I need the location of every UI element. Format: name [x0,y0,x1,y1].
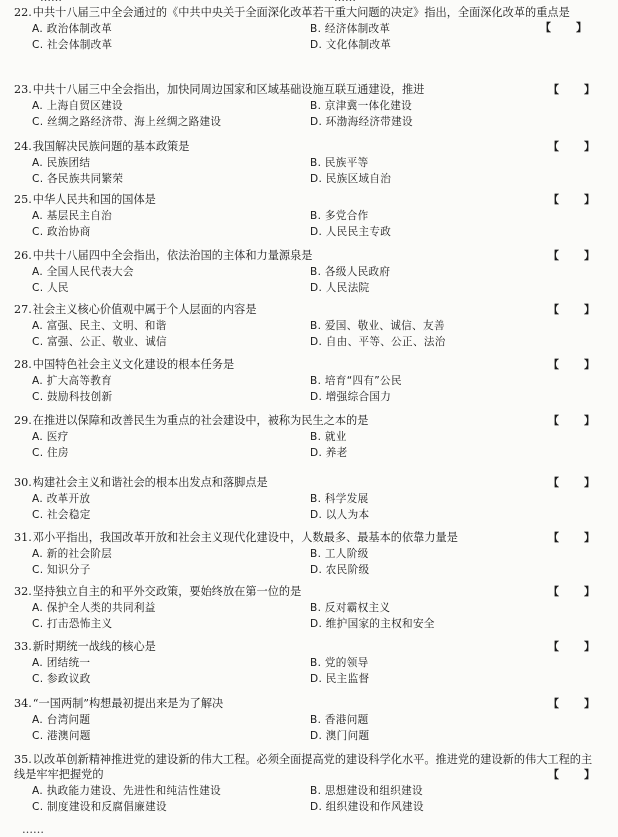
option-d[interactable]: D. 文化体制改革 [310,39,392,51]
question-number: 22. [14,6,32,19]
option-b[interactable]: B. 反对霸权主义 [310,602,391,614]
options [14,599,610,633]
question-text: 中国特色社会主义文化建设的根本任务是 [32,358,235,371]
cut-text-right [334,0,356,4]
question-text: 中华人民共和国的国体是 [32,193,156,206]
question-stem: 35.以改革创新精神推进党的建设新的伟大工程。必须全面提高党的建设科学化水平。推进党的建设新的伟大工程的主线是牢牢把握党的 【 】 [14,753,595,781]
option-c[interactable]: C. 制度建设和反腐倡廉建设 [32,801,167,813]
option-a[interactable]: A. 扩大高等教育 [32,375,113,387]
option-c[interactable]: C. 丝绸之路经济带、海上丝绸之路建设 [32,116,222,128]
option-d[interactable]: D. 人民法院 [310,282,370,294]
option-d[interactable]: D. 人民民主专政 [310,226,392,238]
option-b[interactable]: B. 各级人民政府 [310,266,391,278]
options [14,782,610,816]
question-stem: 34.“一国两制”构想最初提出来是为了解决 【 】 [14,697,595,710]
question-text: 中共十八届三中全会通过的《中共中央关于全面深化改革若干重大问题的决定》指出，全面深化改革的重点是 [32,6,570,19]
question-text: 我国解决民族问题的基本政策是 [32,140,190,153]
option-b[interactable]: B. 多党合作 [310,210,369,222]
options [14,654,610,688]
question-number: 24. [14,140,32,153]
options [14,20,610,54]
question-28 [14,357,610,406]
question-number: 25. [14,193,32,206]
question-number: 28. [14,358,32,371]
question-number: 31. [14,531,32,544]
option-c[interactable]: C. 富强、公正、敬业、诚信 [32,336,167,348]
options [14,428,610,462]
option-a[interactable]: A. 富强、民主、文明、和谐 [32,320,167,332]
question-text: 在推进以保障和改善民生为重点的社会建设中，被称为民生之本的是 [32,414,369,427]
option-c[interactable]: C. 打击恐怖主义 [32,618,113,630]
options [14,490,610,524]
option-a[interactable]: A. 医疗 [32,431,69,443]
option-a[interactable]: A. 民族团结 [32,157,91,169]
option-d[interactable]: D. 民主监督 [310,673,370,685]
question-number: 27. [14,303,32,316]
question-text: 社会主义核心价值观中属于个人层面的内容是 [32,303,257,316]
question-number: 33. [14,640,32,653]
question-number: 32. [14,585,32,598]
option-c[interactable]: C. 政治协商 [32,226,91,238]
question-number: 29. [14,414,32,427]
question-text: 中共十八届三中全会指出，加快同周边国家和区域基础设施互联互通建设，推进 [32,83,425,96]
cut-text-left [40,0,62,4]
question-26 [14,248,610,297]
options [14,207,610,241]
option-a[interactable]: A. 全国人民代表大会 [32,266,134,278]
option-b[interactable]: B. 京津冀一体化建设 [310,100,413,112]
option-b[interactable]: B. 思想建设和组织建设 [310,785,423,797]
option-b[interactable]: B. 爱国、敬业、诚信、友善 [310,320,445,332]
option-c[interactable]: C. 人民 [32,282,69,294]
option-b[interactable]: B. 民族平等 [310,157,369,169]
option-c[interactable]: C. 社会稳定 [32,509,91,521]
question-number: 23. [14,83,32,96]
option-d[interactable]: D. 养老 [310,447,348,459]
question-number: 26. [14,249,32,262]
options [14,97,610,131]
options [14,545,610,579]
option-c[interactable]: C. 参政议政 [32,673,91,685]
option-a[interactable]: A. 基层民主自治 [32,210,113,222]
question-stem: 26.中共十八届四中全会指出，依法治国的主体和力量源泉是 【 】 [14,249,595,262]
options [14,711,610,745]
option-b[interactable]: B. 党的领导 [310,657,369,669]
question-22 [14,5,610,54]
question-stem: 32.坚持独立自主的和平外交政策，要始终放在第一位的是 【 】 [14,585,595,598]
question-text: 新时期统一战线的核心是 [32,640,156,653]
question-text: 以改革创新精神推进党的建设新的伟大工程。必须全面提高党的建设科学化水平。推进党的建设新的伟大工程的主线是牢牢把握党的 [14,753,593,781]
question-stem: 29.在推进以保障和改善民生为重点的社会建设中，被称为民生之本的是 【 】 [14,414,595,427]
option-d[interactable]: D. 维护国家的主权和安全 [310,618,435,630]
question-stem: 30.构建社会主义和谐社会的根本出发点和落脚点是 【 】 [14,476,595,489]
question-number: 35. [14,753,32,766]
option-c[interactable]: C. 住房 [32,447,69,459]
question-stem: 23.中共十八届三中全会指出，加快同周边国家和区域基础设施互联互通建设，推进 【 】 [14,83,595,96]
question-stem: 24.我国解决民族问题的基本政策是 【 】 [14,140,595,153]
question-27 [14,302,610,351]
options [14,372,610,406]
question-text: 中共十八届四中全会指出，依法治国的主体和力量源泉是 [32,249,313,262]
option-d[interactable]: D. 环渤海经济带建设 [310,116,413,128]
option-b[interactable]: B. 香港问题 [310,714,369,726]
question-stem: 27.社会主义核心价值观中属于个人层面的内容是 【 】 [14,303,595,316]
question-stem: 25.中华人民共和国的国体是 【 】 [14,193,595,206]
question-31 [14,530,610,579]
option-c[interactable]: C. 鼓励科技创新 [32,391,113,403]
option-b[interactable]: B. 就业 [310,431,347,443]
option-a[interactable]: A. 上海自贸区建设 [32,100,123,112]
question-stem: 31.邓小平指出，我国改革开放和社会主义现代化建设中，人数最多、最基本的依靠力量是 【 】 [14,531,595,544]
option-d[interactable]: D. 民族区域自治 [310,173,392,185]
option-d[interactable]: D. 以人为本 [310,509,370,521]
option-b[interactable]: B. 工人阶级 [310,548,369,560]
question-33 [14,639,610,688]
option-c[interactable]: C. 知识分子 [32,564,91,576]
question-number: 30. [14,476,32,489]
cut-off-next-line: …… [22,823,44,836]
option-d[interactable]: D. 自由、平等、公正、法治 [310,336,446,348]
option-b[interactable]: B. 科学发展 [310,493,369,505]
option-b[interactable]: B. 经济体制改革 [310,23,391,35]
option-a[interactable]: A. 新的社会阶层 [32,548,113,560]
question-number: 34. [14,697,32,710]
question-stem: 22.中共十八届三中全会通过的《中共中央关于全面深化改革若干重大问题的决定》指出，全面深化改革的重点是 【 】 [14,6,587,34]
option-a[interactable]: A. 保护全人类的共同利益 [32,602,156,614]
option-a[interactable]: A. 政治体制改革 [32,23,113,35]
question-30 [14,475,610,524]
options [14,263,610,297]
question-23 [14,82,610,131]
option-a[interactable]: A. 台湾问题 [32,714,91,726]
question-25 [14,192,610,241]
option-d[interactable]: D. 澳门问题 [310,730,370,742]
question-29 [14,413,610,462]
option-a[interactable]: A. 执政能力建设、先进性和纯洁性建设 [32,785,221,797]
question-text: 构建社会主义和谐社会的根本出发点和落脚点是 [32,476,268,489]
question-35 [14,752,610,816]
option-b[interactable]: B. 培育“四有”公民 [310,375,402,387]
question-stem: 28.中国特色社会主义文化建设的根本任务是 【 】 [14,358,595,371]
option-c[interactable]: C. 各民族共同繁荣 [32,173,124,185]
question-text: 坚持独立自主的和平外交政策，要始终放在第一位的是 [32,585,302,598]
option-d[interactable]: D. 组织建设和作风建设 [310,801,424,813]
option-a[interactable]: A. 改革开放 [32,493,91,505]
question-text: “一国两制”构想最初提出来是为了解决 [32,697,224,710]
options [14,154,610,188]
option-d[interactable]: D. 农民阶级 [310,564,370,576]
options [14,317,610,351]
option-d[interactable]: D. 增强综合国力 [310,391,392,403]
option-a[interactable]: A. 团结统一 [32,657,91,669]
option-c[interactable]: C. 港澳问题 [32,730,91,742]
option-c[interactable]: C. 社会体制改革 [32,39,113,51]
question-24 [14,139,610,188]
question-stem: 33.新时期统一战线的核心是 【 】 [14,640,595,653]
question-text: 邓小平指出，我国改革开放和社会主义现代化建设中，人数最多、最基本的依靠力量是 [32,531,458,544]
question-32 [14,584,610,633]
question-34 [14,696,610,745]
